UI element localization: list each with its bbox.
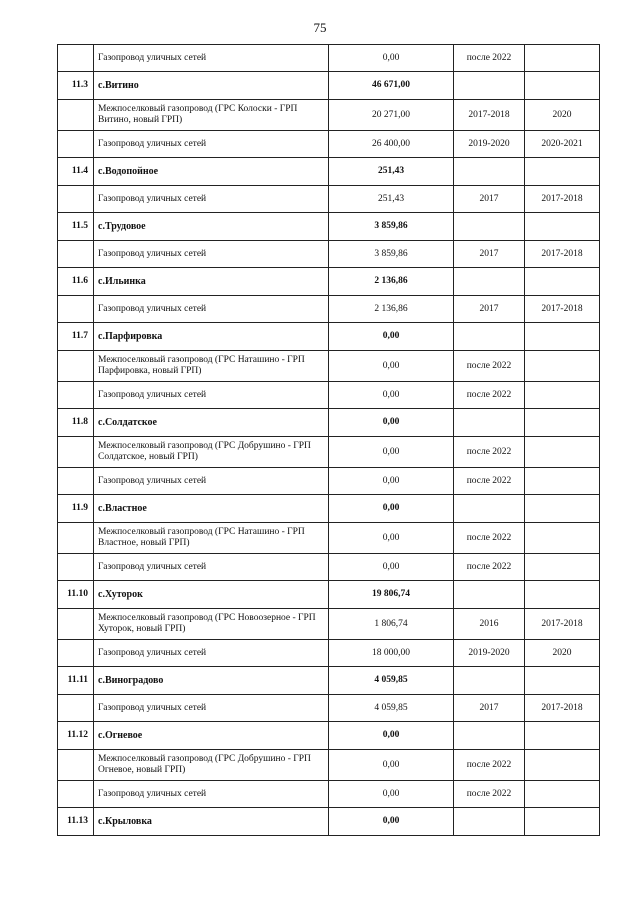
design-period-cell: после 2022 [454, 781, 525, 808]
object-name-cell: с.Трудовое [94, 213, 329, 241]
design-period-cell [454, 72, 525, 100]
table-row [58, 437, 600, 468]
cost-cell: 2 136,86 [329, 268, 454, 296]
object-name-cell: Межпоселковый газопровод (ГРС Добрушино - ГРП Огневое, новый ГРП) [94, 750, 329, 781]
object-name-cell: с.Огневое [94, 722, 329, 750]
object-name-cell: с.Властное [94, 495, 329, 523]
cost-cell: 4 059,85 [329, 667, 454, 695]
row-number-cell: 11.12 [58, 722, 94, 750]
object-name-cell: Газопровод уличных сетей [94, 554, 329, 581]
construction-period-cell [525, 468, 600, 495]
row-number-cell [58, 351, 94, 382]
settlement-row [58, 581, 600, 609]
row-number-cell: 11.4 [58, 158, 94, 186]
row-number-cell: 11.13 [58, 808, 94, 836]
object-name-cell: Газопровод уличных сетей [94, 781, 329, 808]
design-period-cell: 2017 [454, 695, 525, 722]
construction-period-cell [525, 213, 600, 241]
row-number-cell: 11.11 [58, 667, 94, 695]
settlement-row [58, 158, 600, 186]
object-name-cell: Газопровод уличных сетей [94, 296, 329, 323]
construction-period-cell: 2017-2018 [525, 609, 600, 640]
row-number-cell [58, 523, 94, 554]
construction-period-cell: 2017-2018 [525, 241, 600, 268]
page-number: 75 [313, 20, 327, 35]
object-name-cell: с.Витино [94, 72, 329, 100]
construction-period-cell [525, 554, 600, 581]
construction-period-cell [525, 268, 600, 296]
row-number-cell [58, 382, 94, 409]
construction-period-cell [525, 158, 600, 186]
table-row [58, 131, 600, 158]
construction-period-cell [525, 409, 600, 437]
cost-cell: 0,00 [329, 495, 454, 523]
settlement-row [58, 808, 600, 836]
object-name-cell: Газопровод уличных сетей [94, 695, 329, 722]
cost-cell: 2 136,86 [329, 296, 454, 323]
cost-cell: 0,00 [329, 437, 454, 468]
construction-period-cell: 2017-2018 [525, 296, 600, 323]
object-name-cell: Межпоселковый газопровод (ГРС Колоски - ГРП Витино, новый ГРП) [94, 100, 329, 131]
row-number-cell [58, 554, 94, 581]
settlement-row [58, 667, 600, 695]
settlement-row [58, 323, 600, 351]
cost-cell: 4 059,85 [329, 695, 454, 722]
row-number-cell [58, 695, 94, 722]
cost-cell: 0,00 [329, 409, 454, 437]
design-period-cell: 2016 [454, 609, 525, 640]
design-period-cell: после 2022 [454, 523, 525, 554]
construction-period-cell: 2020-2021 [525, 131, 600, 158]
construction-period-cell [525, 495, 600, 523]
row-number-cell: 11.10 [58, 581, 94, 609]
construction-period-cell: 2020 [525, 100, 600, 131]
cost-cell: 251,43 [329, 158, 454, 186]
construction-period-cell [525, 437, 600, 468]
construction-period-cell [525, 750, 600, 781]
cost-cell: 46 671,00 [329, 72, 454, 100]
cost-cell: 3 859,86 [329, 241, 454, 268]
design-period-cell [454, 409, 525, 437]
row-number-cell [58, 609, 94, 640]
row-number-cell [58, 750, 94, 781]
object-name-cell: с.Водопойное [94, 158, 329, 186]
cost-cell: 0,00 [329, 382, 454, 409]
cost-cell: 0,00 [329, 523, 454, 554]
object-name-cell: Газопровод уличных сетей [94, 382, 329, 409]
row-number-cell [58, 186, 94, 213]
object-name-cell: Газопровод уличных сетей [94, 186, 329, 213]
object-name-cell: с.Ильинка [94, 268, 329, 296]
row-number-cell [58, 241, 94, 268]
table-row [58, 186, 600, 213]
construction-period-cell: 2020 [525, 640, 600, 667]
design-period-cell [454, 581, 525, 609]
construction-period-cell: 2017-2018 [525, 695, 600, 722]
settlement-row [58, 268, 600, 296]
object-name-cell: Газопровод уличных сетей [94, 45, 329, 72]
settlement-row [58, 409, 600, 437]
construction-period-cell [525, 808, 600, 836]
row-number-cell [58, 45, 94, 72]
cost-cell: 18 000,00 [329, 640, 454, 667]
object-name-cell: с.Хуторок [94, 581, 329, 609]
construction-period-cell [525, 581, 600, 609]
object-name-cell: Межпоселковый газопровод (ГРС Добрушино - ГРП Солдатское, новый ГРП) [94, 437, 329, 468]
table-row [58, 100, 600, 131]
cost-cell: 20 271,00 [329, 100, 454, 131]
design-period-cell [454, 808, 525, 836]
object-name-cell: Межпоселковый газопровод (ГРС Наташино - ГРП Парфировка, новый ГРП) [94, 351, 329, 382]
object-name-cell: с.Парфировка [94, 323, 329, 351]
cost-cell: 26 400,00 [329, 131, 454, 158]
design-period-cell: после 2022 [454, 45, 525, 72]
cost-cell: 1 806,74 [329, 609, 454, 640]
table-row [58, 382, 600, 409]
row-number-cell: 11.3 [58, 72, 94, 100]
row-number-cell [58, 781, 94, 808]
object-name-cell: Межпоселковый газопровод (ГРС Наташино - ГРП Властное, новый ГРП) [94, 523, 329, 554]
design-period-cell: после 2022 [454, 468, 525, 495]
design-period-cell: 2017 [454, 296, 525, 323]
object-name-cell: Межпоселковый газопровод (ГРС Новоозерное - ГРП Хуторок, новый ГРП) [94, 609, 329, 640]
row-number-cell [58, 640, 94, 667]
design-period-cell [454, 323, 525, 351]
design-period-cell [454, 667, 525, 695]
table-row [58, 351, 600, 382]
cost-cell: 0,00 [329, 722, 454, 750]
design-period-cell: после 2022 [454, 750, 525, 781]
gas-pipeline-table [57, 44, 600, 836]
design-period-cell: 2017 [454, 186, 525, 213]
object-name-cell: с.Солдатское [94, 409, 329, 437]
construction-period-cell [525, 72, 600, 100]
construction-period-cell [525, 45, 600, 72]
table-row [58, 554, 600, 581]
cost-cell: 0,00 [329, 323, 454, 351]
design-period-cell: после 2022 [454, 554, 525, 581]
row-number-cell [58, 437, 94, 468]
settlement-row [58, 213, 600, 241]
cost-cell: 0,00 [329, 781, 454, 808]
object-name-cell: с.Крыловка [94, 808, 329, 836]
design-period-cell [454, 158, 525, 186]
table-row [58, 609, 600, 640]
design-period-cell: после 2022 [454, 382, 525, 409]
construction-period-cell: 2017-2018 [525, 186, 600, 213]
design-period-cell [454, 495, 525, 523]
row-number-cell: 11.9 [58, 495, 94, 523]
table-row [58, 695, 600, 722]
cost-cell: 0,00 [329, 554, 454, 581]
cost-cell: 0,00 [329, 468, 454, 495]
cost-cell: 0,00 [329, 750, 454, 781]
table-body [58, 45, 600, 836]
design-period-cell: 2017-2018 [454, 100, 525, 131]
settlement-row [58, 72, 600, 100]
object-name-cell: Газопровод уличных сетей [94, 468, 329, 495]
construction-period-cell [525, 722, 600, 750]
table-row [58, 45, 600, 72]
settlement-row [58, 722, 600, 750]
row-number-cell [58, 100, 94, 131]
design-period-cell: после 2022 [454, 437, 525, 468]
row-number-cell: 11.8 [58, 409, 94, 437]
cost-cell: 19 806,74 [329, 581, 454, 609]
table-row [58, 750, 600, 781]
construction-period-cell [525, 351, 600, 382]
design-period-cell: 2019-2020 [454, 131, 525, 158]
table-row [58, 468, 600, 495]
object-name-cell: Газопровод уличных сетей [94, 131, 329, 158]
table-row [58, 523, 600, 554]
object-name-cell: Газопровод уличных сетей [94, 640, 329, 667]
cost-cell: 0,00 [329, 45, 454, 72]
construction-period-cell [525, 781, 600, 808]
cost-cell: 3 859,86 [329, 213, 454, 241]
design-period-cell: 2017 [454, 241, 525, 268]
table-row [58, 296, 600, 323]
design-period-cell: после 2022 [454, 351, 525, 382]
design-period-cell [454, 213, 525, 241]
table-row [58, 241, 600, 268]
row-number-cell [58, 131, 94, 158]
row-number-cell: 11.7 [58, 323, 94, 351]
cost-cell: 251,43 [329, 186, 454, 213]
object-name-cell: с.Виноградово [94, 667, 329, 695]
row-number-cell: 11.6 [58, 268, 94, 296]
row-number-cell: 11.5 [58, 213, 94, 241]
design-period-cell [454, 268, 525, 296]
table-row [58, 640, 600, 667]
construction-period-cell [525, 667, 600, 695]
design-period-cell [454, 722, 525, 750]
construction-period-cell [525, 382, 600, 409]
table-row [58, 781, 600, 808]
object-name-cell: Газопровод уличных сетей [94, 241, 329, 268]
cost-cell: 0,00 [329, 351, 454, 382]
settlement-row [58, 495, 600, 523]
design-period-cell: 2019-2020 [454, 640, 525, 667]
cost-cell: 0,00 [329, 808, 454, 836]
construction-period-cell [525, 323, 600, 351]
row-number-cell [58, 468, 94, 495]
construction-period-cell [525, 523, 600, 554]
row-number-cell [58, 296, 94, 323]
